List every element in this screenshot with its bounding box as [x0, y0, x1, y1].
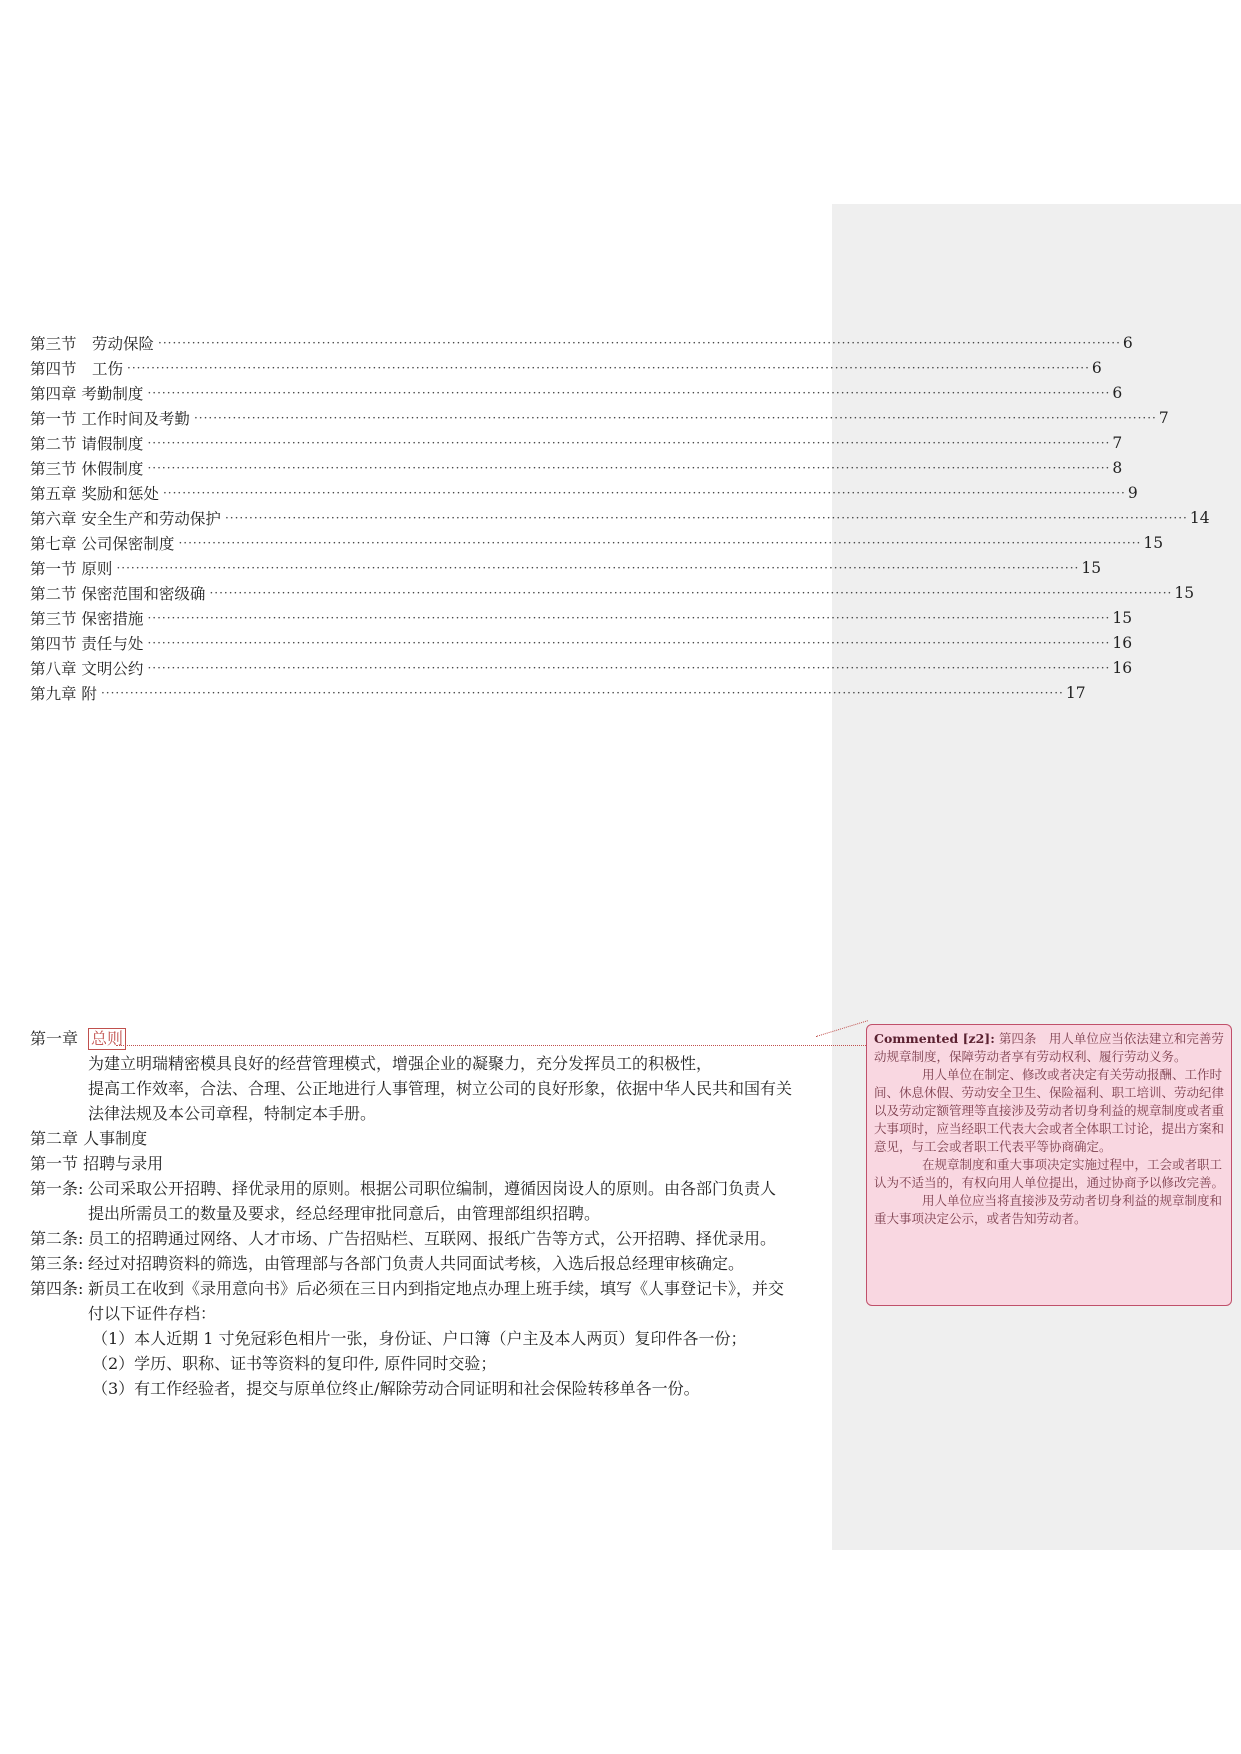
toc-entry[interactable] — [30, 430, 1123, 455]
toc-page-number: 17 — [1065, 683, 1086, 702]
toc-entry-title: 第七章 公司保密制度 — [30, 534, 175, 553]
list-item: （2）学历、职称、证书等资料的复印件, 原件同时交验； — [92, 1354, 497, 1373]
toc-dot-leader: ········································································································································································································ — [147, 435, 1111, 450]
article-label: 第二条: — [30, 1229, 84, 1248]
toc-entry-title: 第三节 劳动保险 — [30, 334, 155, 353]
toc-dot-leader: ········································································································································································································ — [193, 410, 1157, 425]
toc-dot-leader: ········································································································································································································ — [162, 485, 1126, 500]
toc-entry[interactable] — [30, 330, 1133, 355]
article-text: 公司采取公开招聘、择优录用的原则。根据公司职位编制，遵循因岗设人的原则。由各部门负责人 — [88, 1179, 777, 1198]
toc-page-number: 15 — [1174, 583, 1195, 602]
paragraph-line: 提高工作效率，合法、合理、公正地进行人事管理，树立公司的良好形象，依据中华人民共和国有关 — [88, 1079, 793, 1098]
document-body — [30, 1026, 830, 1401]
comment-balloon[interactable] — [866, 1024, 1232, 1306]
toc-page-number: 14 — [1189, 508, 1210, 527]
toc-dot-leader: ········································································································································································································ — [147, 610, 1111, 625]
commented-text[interactable]: 总则 — [88, 1028, 126, 1050]
paragraph-line: 提出所需员工的数量及要求，经总经理审批同意后，由管理部组织招聘。 — [88, 1204, 601, 1223]
toc-page-number: 6 — [1091, 358, 1102, 377]
toc-page-number: 9 — [1127, 483, 1138, 502]
toc-entry[interactable] — [30, 580, 1195, 605]
article-text: 员工的招聘通过网络、人才市场、广告招贴栏、互联网、报纸广告等方式，公开招聘、择优录用。 — [88, 1229, 777, 1248]
article-text: 新员工在收到《录用意向书》后必须在三日内到指定地点办理上班手续，填写《人事登记卡》，并交 — [88, 1279, 785, 1298]
section-heading: 第一节 招聘与录用 — [30, 1154, 164, 1173]
toc-page-number: 8 — [1112, 458, 1123, 477]
toc-page-number: 16 — [1112, 658, 1133, 677]
toc-dot-leader: ········································································································································································································ — [147, 385, 1111, 400]
toc-entry[interactable] — [30, 605, 1133, 630]
toc-entry-title: 第九章 附 — [30, 684, 97, 703]
paragraph-line: 付以下证件存档： — [88, 1304, 217, 1323]
toc-dot-leader: ········································································································································································································ — [147, 635, 1111, 650]
toc-entry[interactable] — [30, 680, 1086, 705]
toc-entry-title: 第四节 工伤 — [30, 359, 124, 378]
article-text: 经过对招聘资料的筛选，由管理部与各部门负责人共同面试考核，入选后报总经理审核确定。 — [88, 1254, 745, 1273]
toc-page-number: 6 — [1122, 333, 1133, 352]
toc-dot-leader: ········································································································································································································ — [178, 535, 1142, 550]
toc-entry[interactable] — [30, 530, 1164, 555]
toc-dot-leader: ········································································································································································································ — [116, 560, 1080, 575]
toc-entry-title: 第六章 安全生产和劳动保护 — [30, 509, 221, 528]
toc-entry-title: 第三节 保密措施 — [30, 609, 144, 628]
toc-entry[interactable] — [30, 380, 1123, 405]
markup-pane — [832, 204, 1241, 1550]
paragraph-line: 为建立明瑞精密模具良好的经营管理模式，增强企业的凝聚力，充分发挥员工的积极性， — [88, 1054, 713, 1073]
list-item: （3）有工作经验者，提交与原单位终止/解除劳动合同证明和社会保险转移单各一份。 — [92, 1379, 700, 1398]
chapter-heading: 第二章 人事制度 — [30, 1129, 148, 1148]
toc-page-number: 15 — [1112, 608, 1133, 627]
toc-page-number: 16 — [1112, 633, 1133, 652]
article-label: 第三条: — [30, 1254, 84, 1273]
table-of-contents — [30, 330, 1210, 705]
toc-entry-title: 第一节 工作时间及考勤 — [30, 409, 190, 428]
comment-text: 用人单位在制定、修改或者决定有关劳动报酬、工作时间、休息休假、劳动安全卫生、保险福利、职工培训、劳动纪律以及劳动定额管理等直接涉及劳动者切身利益的规章制度或者重大事项时，应当经职工代表大会或者全体职工讨论，提出方案和意见，与工会或者职工代表平等协商确定。 — [874, 1067, 1225, 1154]
comment-text: 用人单位应当将直接涉及劳动者切身利益的规章制度和重大事项决定公示，或者告知劳动者。 — [874, 1193, 1223, 1226]
toc-entry[interactable] — [30, 480, 1138, 505]
toc-page-number: 15 — [1143, 533, 1164, 552]
list-item: （1）本人近期 1 寸免冠彩色相片一张，身份证、户口簿（户主及本人两页）复印件各一份； — [92, 1329, 747, 1348]
toc-page-number: 7 — [1158, 408, 1169, 427]
paragraph-line: 法律法规及本公司章程，特制定本手册。 — [88, 1104, 377, 1123]
toc-page-number: 15 — [1081, 558, 1102, 577]
toc-dot-leader: ········································································································································································································ — [209, 585, 1173, 600]
comment-text: 第四条 用人单位应当依法建立和完善劳动规章制度，保障劳动者享有劳动权利、履行劳动义务。 — [874, 1031, 1224, 1064]
toc-entry[interactable] — [30, 555, 1102, 580]
toc-entry[interactable] — [30, 405, 1169, 430]
chapter-label: 第一章 — [30, 1029, 79, 1048]
article — [30, 1251, 830, 1276]
article — [30, 1276, 830, 1301]
toc-dot-leader: ········································································································································································································ — [147, 460, 1111, 475]
toc-entry[interactable] — [30, 455, 1123, 480]
toc-dot-leader: ········································································································································································································ — [100, 685, 1064, 700]
toc-dot-leader: ········································································································································································································ — [127, 360, 1090, 375]
toc-dot-leader: ········································································································································································································ — [158, 335, 1121, 350]
toc-page-number: 6 — [1112, 383, 1123, 402]
toc-entry-title: 第一节 原则 — [30, 559, 113, 578]
comment-author: Commented [z2]: — [874, 1031, 995, 1046]
toc-entry[interactable] — [30, 505, 1210, 530]
toc-entry-title: 第二节 请假制度 — [30, 434, 144, 453]
comment-text: 在规章制度和重大事项决定实施过程中，工会或者职工认为不适当的，有权向用人单位提出，通过协商予以修改完善。 — [874, 1157, 1225, 1190]
toc-entry[interactable] — [30, 655, 1133, 680]
toc-entry-title: 第四章 考勤制度 — [30, 384, 144, 403]
toc-dot-leader: ········································································································································································································ — [147, 660, 1111, 675]
toc-entry[interactable] — [30, 355, 1102, 380]
toc-entry-title: 第五章 奖励和惩处 — [30, 484, 159, 503]
toc-entry-title: 第二节 保密范围和密级确 — [30, 584, 206, 603]
toc-entry-title: 第八章 文明公约 — [30, 659, 144, 678]
chapter-heading — [30, 1026, 830, 1051]
toc-dot-leader: ········································································································································································································ — [224, 510, 1188, 525]
toc-entry[interactable] — [30, 630, 1133, 655]
toc-entry-title: 第三节 休假制度 — [30, 459, 144, 478]
article-label: 第四条: — [30, 1279, 84, 1298]
toc-page-number: 7 — [1112, 433, 1123, 452]
article — [30, 1176, 830, 1201]
toc-entry-title: 第四节 责任与处 — [30, 634, 144, 653]
article-label: 第一条: — [30, 1179, 84, 1198]
article — [30, 1226, 830, 1251]
